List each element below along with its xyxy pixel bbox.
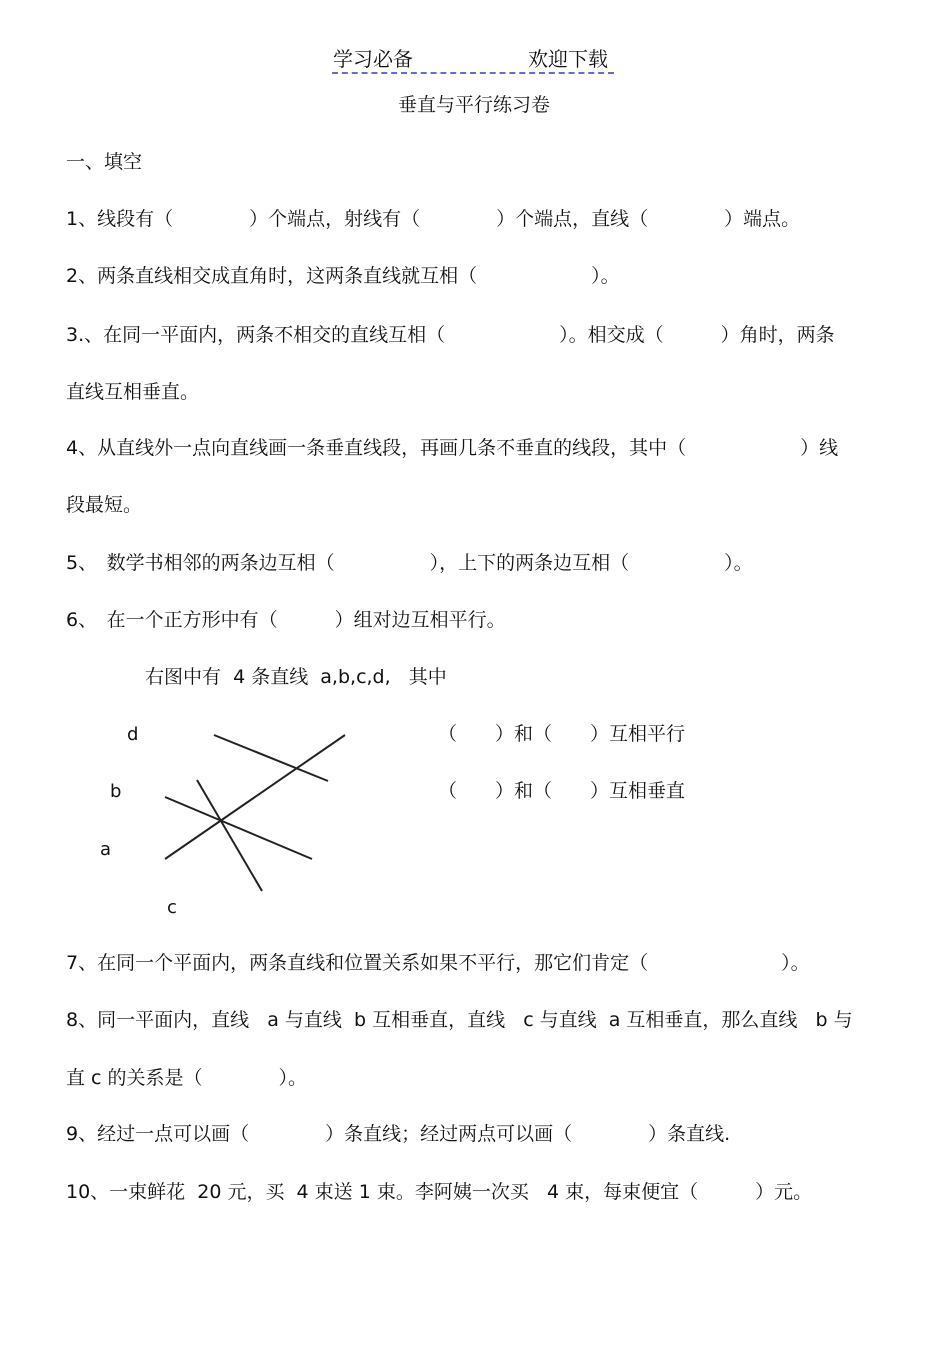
question-9: 9、经过一点可以画（ ）条直线；经过两点可以画（ ）条直线. [66,1123,731,1145]
section-heading: 一、填空 [66,151,143,173]
question-4-line-1: 4、从直线外一点向直线画一条垂直线段，再画几条不垂直的线段，其中（ ）线 [66,437,839,459]
question-8-line-1: 8、同一平面内，直线 a 与直线 b 互相垂直，直线 c 与直线 a 互相垂直，那么直线 b 与 [66,1009,853,1031]
header-right-text: 欢迎下载 [528,47,608,71]
lines-figure [90,718,370,918]
question-3-line-2: 直线互相垂直。 [66,381,200,403]
question-2: 2、两条直线相交成直角时，这两条直线就互相（ ）。 [66,265,620,287]
line-b [165,735,345,859]
label-a: a [100,839,112,860]
question-6-parallel: （ ）和（ ）互相平行 [438,723,686,745]
line-c [197,780,262,891]
question-10: 10、一束鲜花 20 元，买 4 束送 1 束。李阿姨一次买 4 束，每束便宜（ ）元。 [66,1181,813,1203]
label-d: d [127,724,139,745]
page-title: 垂直与平行练习卷 [398,94,551,116]
question-6-subtext: 右图中有 4 条直线 a,b,c,d, 其中 [145,666,447,688]
question-4-line-2: 段最短。 [66,494,143,516]
question-7: 7、在同一个平面内，两条直线和位置关系如果不平行，那它们肯定（ ）。 [66,952,810,974]
question-5: 5、 数学书相邻的两条边互相（ ），上下的两条边互相（ ）。 [66,552,753,574]
question-6: 6、 在一个正方形中有（ ）组对边互相平行。 [66,609,506,631]
question-6-perpendicular: （ ）和（ ）互相垂直 [438,780,686,802]
header-left-text: 学习必备 [333,47,413,71]
question-3-line-1: 3.、在同一平面内，两条不相交的直线互相（ ）。相交成（ ）角时，两条 [66,324,835,346]
question-8-line-2: 直 c 的关系是（ ）。 [66,1067,308,1089]
label-b: b [110,781,122,802]
lines-diagram [90,718,370,918]
question-1: 1、线段有（ ）个端点，射线有（ ）个端点，直线（ ）端点。 [66,208,801,230]
label-c: c [167,897,177,918]
header-dashed-rule [332,72,614,74]
